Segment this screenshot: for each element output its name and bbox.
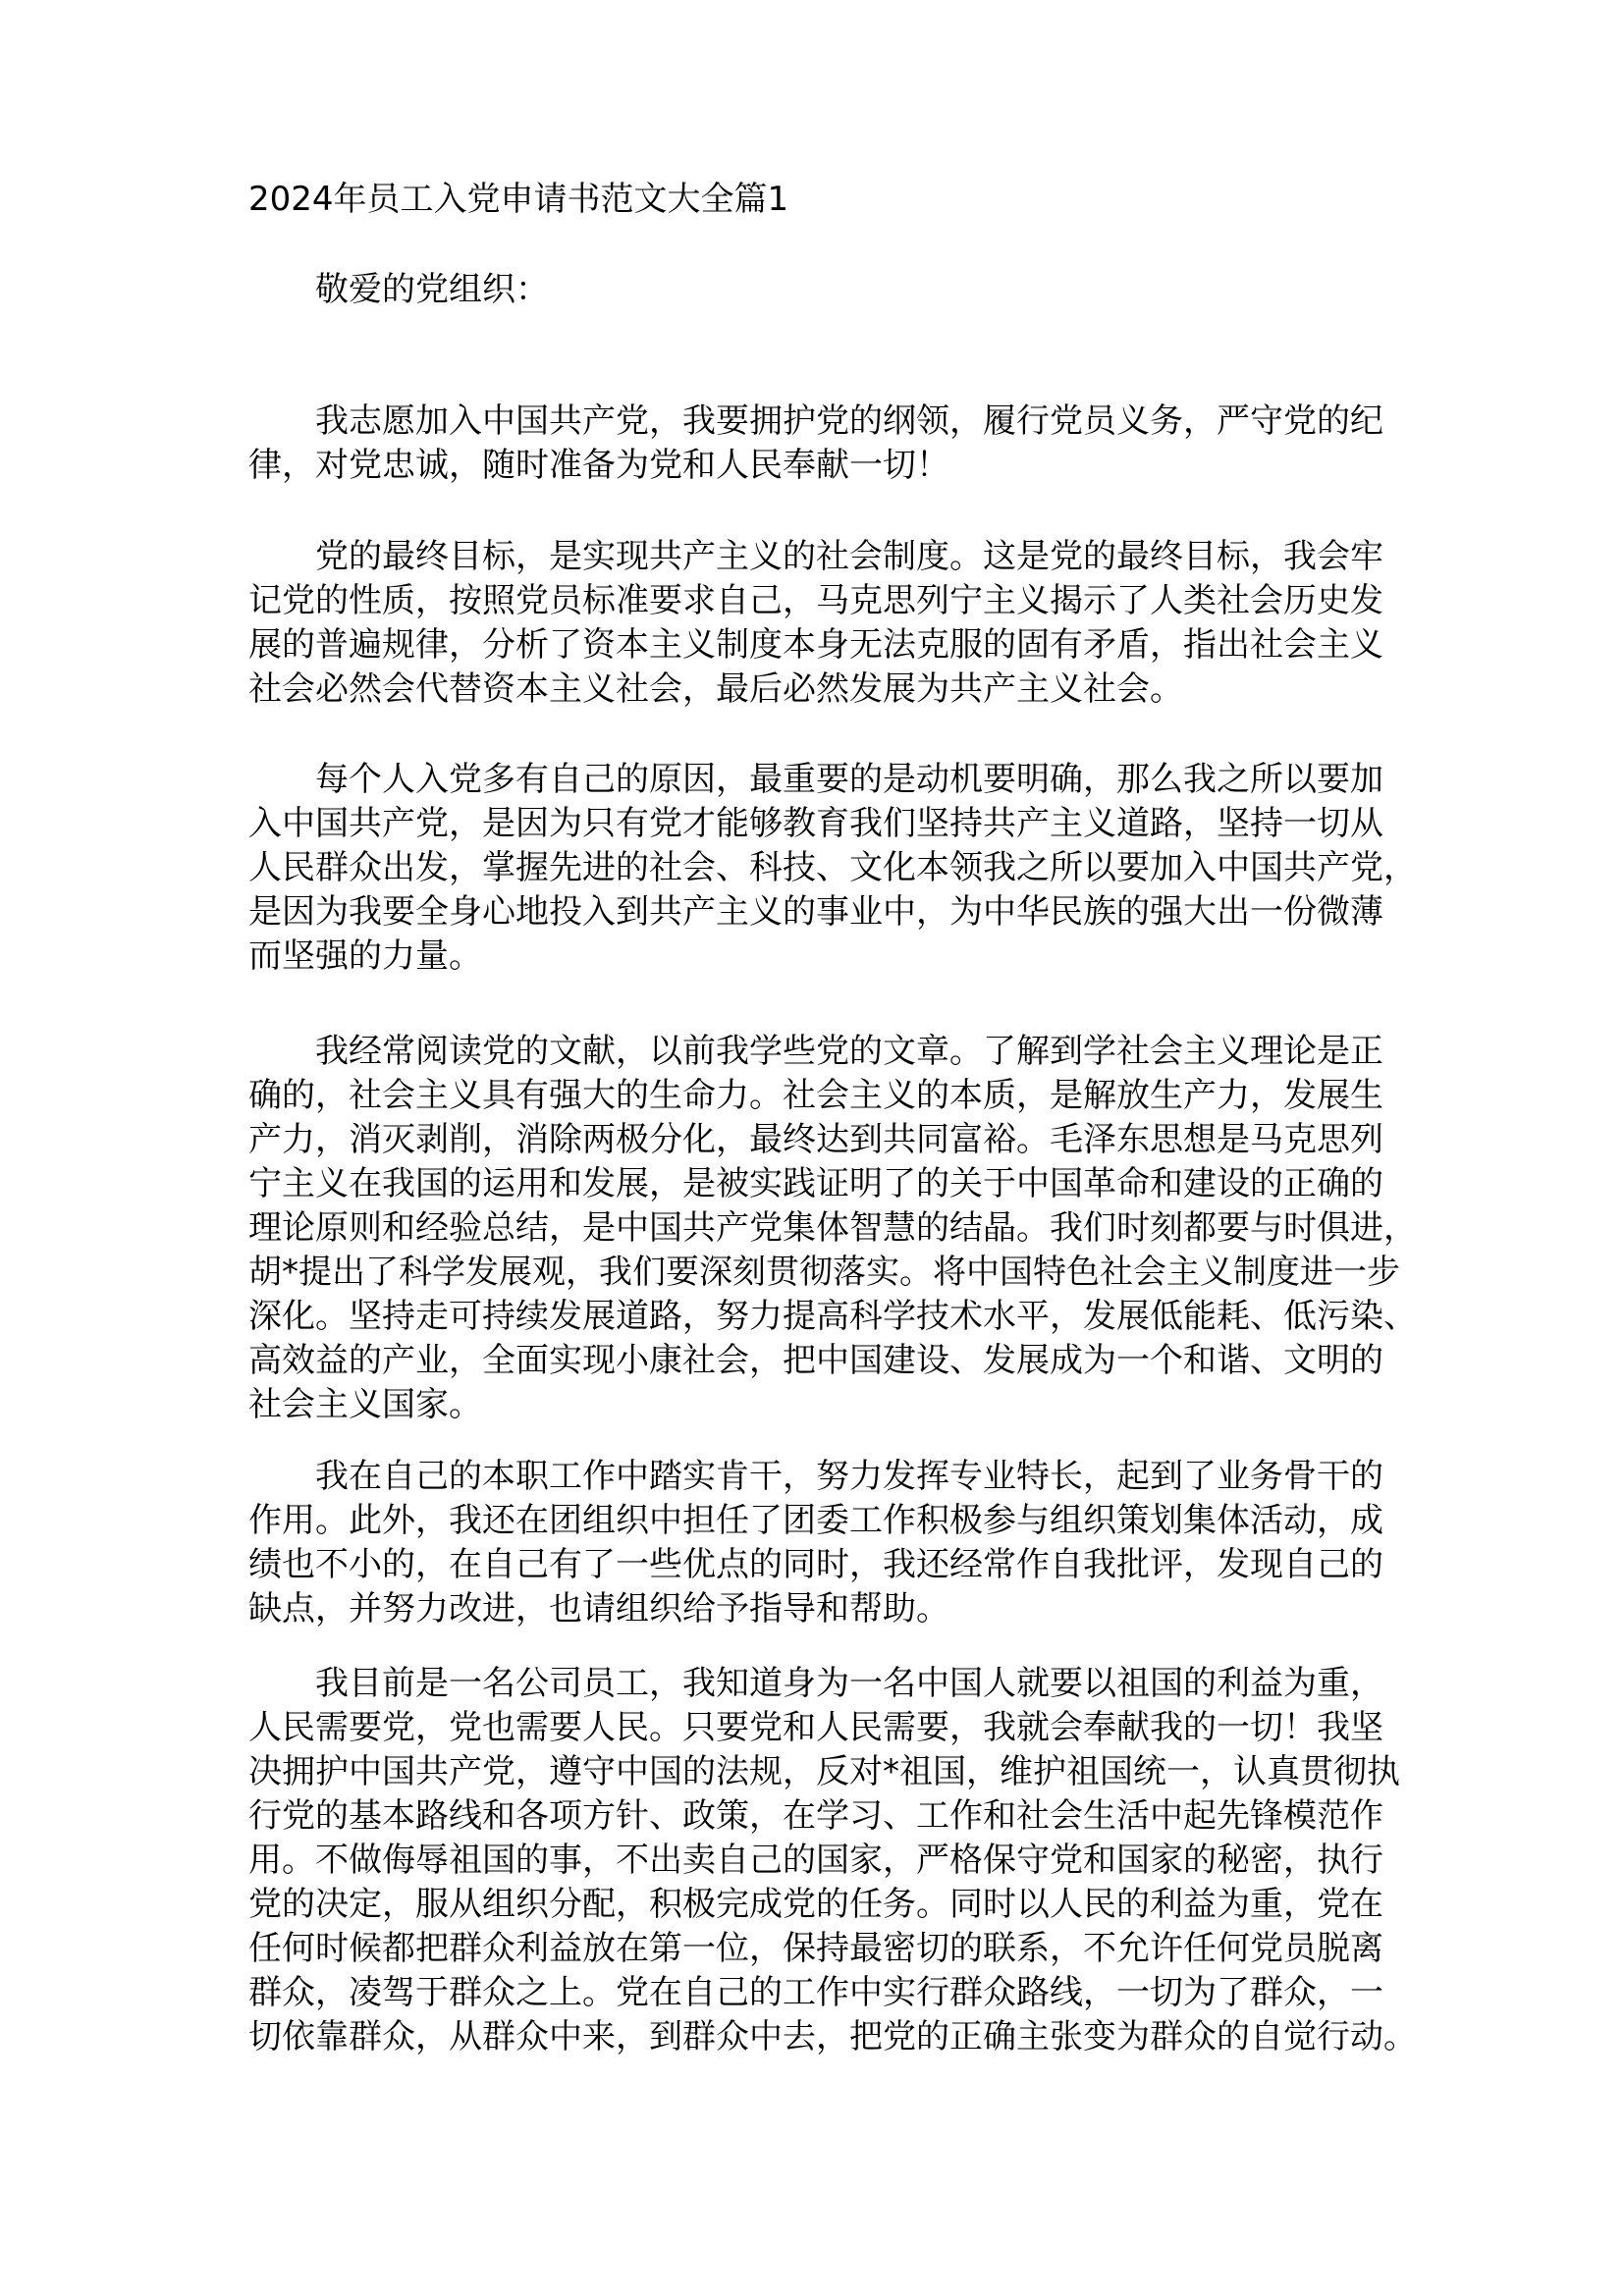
paragraph-line: 记党的性质，按照党员标准要求自己，马克思列宁主义揭示了人类社会历史发 — [248, 581, 1383, 620]
paragraph-line: 产力，消灭剥削，消除两极分化，最终达到共同富裕。毛泽东思想是马克思列 — [248, 1120, 1383, 1159]
paragraph-line: 胡*提出了科学发展观，我们要深刻贯彻落实。将中国特色社会主义制度进一步 — [248, 1253, 1400, 1292]
paragraph-line: 绩也不小的，在自己有了一些优点的同时，我还经常作自我批评，发现自己的 — [248, 1545, 1383, 1584]
paragraph-line: 我在自己的本职工作中踏实肯干，努力发挥专业特长，起到了业务骨干的 — [315, 1457, 1383, 1496]
paragraph-line: 而坚强的力量。 — [248, 936, 482, 976]
salutation-text: 敬爱的党组织： — [315, 270, 549, 309]
paragraph-line: 理论原则和经验总结，是中国共产党集体智慧的结晶。我们时刻都要与时俱进， — [248, 1208, 1417, 1248]
paragraph-line: 任何时候都把群众利益放在第一位，保持最密切的联系，不允许任何党员脱离 — [248, 1929, 1383, 1968]
paragraph-line: 律，对党忠诚，随时准备为党和人民奉献一切！ — [248, 446, 949, 485]
paragraph-line: 党的决定，服从组织分配，积极完成党的任务。同时以人民的利益为重，党在 — [248, 1885, 1383, 1924]
paragraph-line: 展的普遍规律，分析了资本主义制度本身无法克服的固有矛盾，指出社会主义 — [248, 625, 1383, 665]
paragraph-line: 群众，凌驾于群众之上。党在自己的工作中实行群众路线，一切为了群众，一 — [248, 1973, 1383, 2012]
paragraph-3 — [248, 758, 1417, 979]
paragraph-line: 作用。此外，我还在团组织中担任了团委工作积极参与组织策划集体活动，成 — [248, 1501, 1383, 1540]
paragraph-line: 缺点，并努力改进，也请组织给予指导和帮助。 — [248, 1589, 949, 1629]
paragraph-line: 社会必然会代替资本主义社会，最后必然发展为共产主义社会。 — [248, 669, 1183, 709]
paragraph-line: 切依靠群众，从群众中来，到群众中去，把党的正确主张变为群众的自觉行动。 — [248, 2017, 1417, 2056]
paragraph-line: 高效益的产业，全面实现小康社会，把中国建设、发展成为一个和谐、文明的 — [248, 1341, 1383, 1380]
paragraph-line: 决拥护中国共产党，遵守中国的法规，反对*祖国，维护祖国统一，认真贯彻执 — [248, 1752, 1400, 1791]
paragraph-line: 人民群众出发，掌握先进的社会、科技、文化本领我之所以要加入中国共产党， — [248, 848, 1417, 887]
title-text: 2024年员工入党申请书范文大全篇1 — [248, 180, 789, 219]
paragraph-5 — [248, 1455, 1389, 1631]
paragraph-1 — [248, 400, 1389, 488]
paragraph-line: 我目前是一名公司员工，我知道身为一名中国人就要以祖国的利益为重， — [315, 1664, 1383, 1703]
paragraph-line: 党的最终目标，是实现共产主义的社会制度。这是党的最终目标，我会牢 — [315, 537, 1383, 576]
paragraph-line: 入中国共产党，是因为只有党才能够教育我们坚持共产主义道路，坚持一切从 — [248, 804, 1383, 843]
paragraph-4 — [248, 1030, 1417, 1427]
paragraph-line: 每个人入党多有自己的原因，最重要的是动机要明确，那么我之所以要加 — [315, 760, 1383, 799]
paragraph-line: 人民需要党，党也需要人民。只要党和人民需要，我就会奉献我的一切！我坚 — [248, 1708, 1383, 1747]
paragraph-6 — [248, 1662, 1417, 2059]
salutation — [248, 268, 1389, 312]
paragraph-line: 确的，社会主义具有强大的生命力。社会主义的本质，是解放生产力，发展生 — [248, 1076, 1383, 1115]
paragraph-line: 我志愿加入中国共产党，我要拥护党的纲领，履行党员义务，严守党的纪 — [315, 401, 1383, 441]
paragraph-line: 宁主义在我国的运用和发展，是被实践证明了的关于中国革命和建设的正确的 — [248, 1164, 1383, 1203]
paragraph-line: 我经常阅读党的文献，以前我学些党的文章。了解到学社会主义理论是正 — [315, 1032, 1383, 1071]
paragraph-line: 深化。坚持走可持续发展道路，努力提高科学技术水平，发展低能耗、低污染、 — [248, 1297, 1417, 1336]
document-title — [248, 178, 1389, 222]
paragraph-line: 社会主义国家。 — [248, 1385, 482, 1424]
paragraph-2 — [248, 535, 1389, 712]
paragraph-line: 是因为我要全身心地投入到共产主义的事业中，为中华民族的强大出一份微薄 — [248, 892, 1383, 932]
paragraph-line: 行党的基本路线和各项方针、政策，在学习、工作和社会生活中起先锋模范作 — [248, 1796, 1383, 1836]
paragraph-line: 用。不做侮辱祖国的事，不出卖自己的国家，严格保守党和国家的秘密，执行 — [248, 1841, 1383, 1880]
